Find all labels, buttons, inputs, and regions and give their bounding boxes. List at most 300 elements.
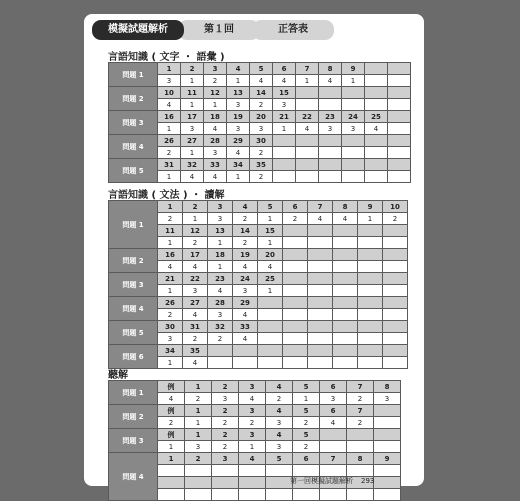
- question-number: 22: [183, 273, 208, 285]
- empty-cell: [158, 465, 185, 477]
- empty-cell: [273, 135, 296, 147]
- answer-value: 3: [158, 75, 181, 87]
- question-number: 9: [358, 201, 383, 213]
- question-number: 16: [158, 249, 183, 261]
- answer-value: 3: [208, 213, 233, 225]
- empty-cell: [388, 123, 411, 135]
- question-number: 例: [158, 381, 185, 393]
- answer-value: 1: [258, 285, 283, 297]
- empty-cell: [388, 75, 411, 87]
- answer-value: 1: [181, 147, 204, 159]
- answer-value: 4: [365, 123, 388, 135]
- empty-cell: [333, 345, 358, 357]
- answer-value: 2: [183, 333, 208, 345]
- empty-cell: [333, 225, 358, 237]
- answer-value: 2: [208, 333, 233, 345]
- question-number: 9: [342, 63, 365, 75]
- empty-cell: [383, 345, 408, 357]
- empty-cell: [383, 273, 408, 285]
- question-number: 5: [258, 201, 283, 213]
- question-group-label: 問題 5: [109, 159, 158, 183]
- question-number: 22: [296, 111, 319, 123]
- answer-value: 1: [239, 441, 266, 453]
- empty-cell: [383, 333, 408, 345]
- empty-cell: [296, 159, 319, 171]
- question-number: 12: [183, 225, 208, 237]
- empty-cell: [308, 345, 333, 357]
- answer-value: 2: [383, 213, 408, 225]
- answer-value: 1: [158, 123, 181, 135]
- question-number: 1: [185, 381, 212, 393]
- answer-value: 3: [250, 123, 273, 135]
- empty-cell: [239, 489, 266, 501]
- answer-value: 1: [181, 99, 204, 111]
- answer-value: 3: [273, 99, 296, 111]
- empty-cell: [347, 465, 374, 477]
- question-number: 5: [250, 63, 273, 75]
- answer-value: 4: [333, 213, 358, 225]
- question-number: 1: [158, 63, 181, 75]
- question-group-label: 問題 3: [109, 273, 158, 297]
- answer-value: 2: [158, 147, 181, 159]
- answer-value: 4: [258, 261, 283, 273]
- empty-cell: [333, 273, 358, 285]
- answer-value: 2: [266, 393, 293, 405]
- question-number: 3: [239, 381, 266, 393]
- empty-cell: [319, 171, 342, 183]
- answer-value: 1: [185, 417, 212, 429]
- answer-value: 4: [233, 333, 258, 345]
- question-number: 21: [273, 111, 296, 123]
- answer-table-vocabulary: [108, 62, 411, 183]
- question-number: 32: [208, 321, 233, 333]
- question-number: 8: [374, 381, 401, 393]
- question-group-label: 問題 5: [109, 321, 158, 345]
- empty-cell: [388, 87, 411, 99]
- question-number-row: [109, 87, 411, 99]
- empty-cell: [358, 345, 383, 357]
- empty-cell: [308, 333, 333, 345]
- answer-value: 4: [208, 285, 233, 297]
- question-group-label: 問題 4: [109, 453, 158, 501]
- answer-value: 2: [347, 393, 374, 405]
- answer-value: 2: [250, 99, 273, 111]
- empty-cell: [158, 477, 185, 489]
- answer-value: 4: [233, 261, 258, 273]
- answer-value: 2: [185, 393, 212, 405]
- answer-value: 2: [250, 171, 273, 183]
- question-number: 20: [250, 111, 273, 123]
- empty-cell: [374, 429, 401, 441]
- answer-value: 3: [181, 123, 204, 135]
- empty-cell: [212, 465, 239, 477]
- answer-value: 4: [239, 393, 266, 405]
- question-number: 25: [258, 273, 283, 285]
- empty-cell: [342, 87, 365, 99]
- answer-value: 4: [308, 213, 333, 225]
- question-number: 11: [158, 225, 183, 237]
- empty-cell: [358, 225, 383, 237]
- answer-value: 3: [319, 123, 342, 135]
- empty-cell: [358, 285, 383, 297]
- question-number: 9: [374, 453, 401, 465]
- answer-value: 3: [204, 147, 227, 159]
- question-number: 3: [208, 201, 233, 213]
- question-number: 2: [212, 405, 239, 417]
- answer-value: 3: [342, 123, 365, 135]
- question-number: 2: [212, 429, 239, 441]
- empty-cell: [296, 99, 319, 111]
- empty-cell: [283, 261, 308, 273]
- answer-value: 2: [212, 417, 239, 429]
- answer-value: 1: [204, 99, 227, 111]
- question-number: 31: [183, 321, 208, 333]
- answer-value: 4: [204, 171, 227, 183]
- question-number-row: [109, 321, 408, 333]
- answer-value: 2: [158, 213, 183, 225]
- question-number: 26: [158, 135, 181, 147]
- empty-cell: [185, 477, 212, 489]
- question-number: 25: [365, 111, 388, 123]
- question-number: 7: [320, 453, 347, 465]
- answer-value: 1: [158, 357, 183, 369]
- question-number: 2: [212, 381, 239, 393]
- empty-cell: [342, 147, 365, 159]
- empty-cell: [383, 321, 408, 333]
- question-number: 4: [266, 381, 293, 393]
- answer-value: 4: [296, 123, 319, 135]
- empty-cell: [266, 489, 293, 501]
- page-footer: [290, 476, 374, 486]
- answer-value: 3: [233, 285, 258, 297]
- empty-cell: [388, 135, 411, 147]
- empty-cell: [258, 297, 283, 309]
- question-number: 7: [296, 63, 319, 75]
- answer-value: 2: [250, 147, 273, 159]
- question-group-label: 問題 2: [109, 249, 158, 273]
- answer-value: 3: [227, 123, 250, 135]
- empty-cell: [347, 441, 374, 453]
- answer-value: 1: [158, 441, 185, 453]
- answer-value: 4: [158, 99, 181, 111]
- question-number-row: [109, 345, 408, 357]
- empty-cell: [358, 249, 383, 261]
- answer-value: 4: [227, 147, 250, 159]
- question-group-label: 問題 1: [109, 201, 158, 249]
- empty-cell: [296, 135, 319, 147]
- question-number: 14: [250, 87, 273, 99]
- empty-cell: [365, 99, 388, 111]
- empty-cell: [358, 357, 383, 369]
- question-number: 16: [158, 111, 181, 123]
- question-number: 1: [185, 405, 212, 417]
- empty-cell: [383, 237, 408, 249]
- question-number: 14: [233, 225, 258, 237]
- answer-value: 1: [273, 123, 296, 135]
- question-number: 28: [204, 135, 227, 147]
- empty-cell: [374, 417, 401, 429]
- answer-value: 1: [296, 75, 319, 87]
- empty-cell: [374, 489, 401, 501]
- question-number: 18: [208, 249, 233, 261]
- empty-cell: [293, 465, 320, 477]
- empty-cell: [383, 285, 408, 297]
- question-number: 27: [183, 297, 208, 309]
- question-number: 1: [158, 201, 183, 213]
- question-number: 29: [233, 297, 258, 309]
- question-number: 5: [293, 381, 320, 393]
- empty-cell: [308, 285, 333, 297]
- empty-cell: [308, 225, 333, 237]
- answer-value: 2: [239, 417, 266, 429]
- answer-value: 3: [208, 309, 233, 321]
- empty-cell: [283, 357, 308, 369]
- empty-cell: [365, 147, 388, 159]
- question-number: 13: [208, 225, 233, 237]
- answer-value: 1: [208, 237, 233, 249]
- question-number: 8: [347, 453, 374, 465]
- question-number-row: [109, 63, 411, 75]
- question-number: 5: [266, 453, 293, 465]
- answer-value: 3: [183, 285, 208, 297]
- answer-value: 2: [293, 417, 320, 429]
- empty-cell: [333, 285, 358, 297]
- empty-cell: [342, 99, 365, 111]
- question-number: 23: [319, 111, 342, 123]
- tab-bar: [92, 20, 402, 40]
- question-number: 35: [250, 159, 273, 171]
- empty-cell: [333, 321, 358, 333]
- answer-value: 4: [233, 309, 258, 321]
- question-number: 3: [239, 429, 266, 441]
- empty-cell: [185, 465, 212, 477]
- empty-cell: [374, 405, 401, 417]
- question-number: 6: [283, 201, 308, 213]
- question-number: 27: [181, 135, 204, 147]
- question-number: 3: [212, 453, 239, 465]
- empty-cell: [296, 147, 319, 159]
- answer-value: 3: [374, 393, 401, 405]
- answer-value: 3: [212, 393, 239, 405]
- question-number: 5: [293, 429, 320, 441]
- empty-cell: [342, 159, 365, 171]
- empty-cell: [308, 237, 333, 249]
- question-number: 15: [258, 225, 283, 237]
- answer-value: 1: [358, 213, 383, 225]
- empty-cell: [388, 171, 411, 183]
- page-number: 293: [361, 477, 375, 485]
- empty-cell: [320, 465, 347, 477]
- answer-value: 4: [250, 75, 273, 87]
- question-number: 32: [181, 159, 204, 171]
- empty-cell: [383, 249, 408, 261]
- answer-value: 3: [227, 99, 250, 111]
- empty-cell: [358, 237, 383, 249]
- section-title-vocabulary: 言語知識 ( 文字 ・ 語彙 ): [108, 52, 225, 63]
- question-number: 13: [227, 87, 250, 99]
- empty-cell: [333, 297, 358, 309]
- empty-cell: [212, 489, 239, 501]
- question-group-label: 問題 2: [109, 405, 158, 429]
- answer-value: 3: [185, 441, 212, 453]
- answer-value: 2: [158, 309, 183, 321]
- question-number: 8: [333, 201, 358, 213]
- question-number: 24: [342, 111, 365, 123]
- answer-value: 1: [158, 237, 183, 249]
- question-group-label: 問題 1: [109, 63, 158, 87]
- empty-cell: [388, 159, 411, 171]
- question-number: 17: [183, 249, 208, 261]
- question-number-row: [109, 453, 401, 465]
- question-number: 28: [208, 297, 233, 309]
- answer-value: 4: [158, 393, 185, 405]
- empty-cell: [233, 357, 258, 369]
- empty-cell: [273, 171, 296, 183]
- empty-cell: [266, 465, 293, 477]
- empty-cell: [308, 249, 333, 261]
- empty-cell: [320, 489, 347, 501]
- empty-cell: [358, 273, 383, 285]
- answer-value: 1: [181, 75, 204, 87]
- empty-cell: [266, 477, 293, 489]
- answer-value: 2: [233, 237, 258, 249]
- question-number: 11: [181, 87, 204, 99]
- question-number-row: [109, 201, 408, 213]
- question-number: 3: [204, 63, 227, 75]
- answer-value: 4: [181, 171, 204, 183]
- question-number-row: [109, 405, 401, 417]
- empty-cell: [374, 477, 401, 489]
- empty-cell: [383, 309, 408, 321]
- empty-cell: [258, 333, 283, 345]
- question-number: 30: [250, 135, 273, 147]
- question-number: 8: [319, 63, 342, 75]
- empty-cell: [365, 171, 388, 183]
- question-number: 26: [158, 297, 183, 309]
- empty-cell: [208, 345, 233, 357]
- answer-value: 4: [183, 261, 208, 273]
- empty-cell: [185, 489, 212, 501]
- empty-cell: [283, 321, 308, 333]
- empty-cell: [333, 237, 358, 249]
- empty-cell: [233, 345, 258, 357]
- empty-cell: [283, 273, 308, 285]
- answer-value: 3: [266, 441, 293, 453]
- answer-value: 4: [273, 75, 296, 87]
- empty-cell: [358, 297, 383, 309]
- empty-cell: [333, 309, 358, 321]
- empty-cell: [347, 429, 374, 441]
- question-number: 3: [239, 405, 266, 417]
- answer-value: 1: [227, 171, 250, 183]
- answer-value: 4: [183, 357, 208, 369]
- empty-cell: [293, 489, 320, 501]
- empty-cell: [296, 171, 319, 183]
- question-number: 1: [158, 453, 185, 465]
- answer-value: 2: [212, 441, 239, 453]
- question-number: 24: [233, 273, 258, 285]
- question-number: 17: [181, 111, 204, 123]
- empty-cell: [258, 345, 283, 357]
- empty-cell: [319, 135, 342, 147]
- answer-value: 3: [320, 393, 347, 405]
- empty-cell: [319, 147, 342, 159]
- question-number: 15: [273, 87, 296, 99]
- workbook-page: [84, 14, 424, 486]
- answer-table-grammar-reading: [108, 200, 408, 369]
- section-title-grammar-reading: 言語知識 ( 文法 ) ・ 讀解: [108, 190, 225, 201]
- empty-cell: [365, 75, 388, 87]
- answer-value: 1: [258, 237, 283, 249]
- answer-value: 2: [204, 75, 227, 87]
- empty-cell: [308, 321, 333, 333]
- empty-cell: [374, 465, 401, 477]
- empty-cell: [365, 159, 388, 171]
- question-group-label: 問題 3: [109, 111, 158, 135]
- empty-cell: [308, 357, 333, 369]
- empty-cell: [283, 249, 308, 261]
- question-number: 21: [158, 273, 183, 285]
- tab-answer-table[interactable]: 正答表: [252, 20, 334, 40]
- question-number-row: [109, 249, 408, 261]
- empty-cell: [158, 489, 185, 501]
- empty-cell: [283, 297, 308, 309]
- empty-cell: [365, 63, 388, 75]
- empty-cell: [365, 135, 388, 147]
- empty-cell: [347, 489, 374, 501]
- empty-cell: [208, 357, 233, 369]
- empty-cell: [333, 249, 358, 261]
- tab-round[interactable]: 第１回: [178, 20, 260, 40]
- empty-cell: [333, 333, 358, 345]
- question-number: 18: [204, 111, 227, 123]
- question-group-label: 問題 6: [109, 345, 158, 369]
- question-number: 10: [158, 87, 181, 99]
- question-group-label: 問題 1: [109, 381, 158, 405]
- empty-cell: [365, 87, 388, 99]
- question-number: 10: [383, 201, 408, 213]
- question-number-row: [109, 111, 411, 123]
- empty-cell: [308, 261, 333, 273]
- question-number: 19: [227, 111, 250, 123]
- question-number: 23: [208, 273, 233, 285]
- answer-value: 1: [258, 213, 283, 225]
- empty-cell: [333, 357, 358, 369]
- empty-cell: [358, 321, 383, 333]
- question-number: 6: [320, 405, 347, 417]
- question-number-row: [109, 135, 411, 147]
- question-number: 33: [204, 159, 227, 171]
- empty-cell: [273, 147, 296, 159]
- empty-cell: [283, 309, 308, 321]
- question-number: 7: [308, 201, 333, 213]
- answer-value: 2: [183, 237, 208, 249]
- question-number: 4: [227, 63, 250, 75]
- question-number: 19: [233, 249, 258, 261]
- question-number: 1: [185, 429, 212, 441]
- answer-value: 1: [293, 393, 320, 405]
- question-number: 2: [185, 453, 212, 465]
- question-number: 6: [293, 453, 320, 465]
- empty-cell: [283, 225, 308, 237]
- question-number: 5: [293, 405, 320, 417]
- question-number: 2: [181, 63, 204, 75]
- empty-cell: [258, 357, 283, 369]
- empty-cell: [320, 441, 347, 453]
- tab-mock-exam-analysis[interactable]: 模擬試題解析: [92, 20, 184, 40]
- empty-cell: [358, 333, 383, 345]
- answer-value: 4: [204, 123, 227, 135]
